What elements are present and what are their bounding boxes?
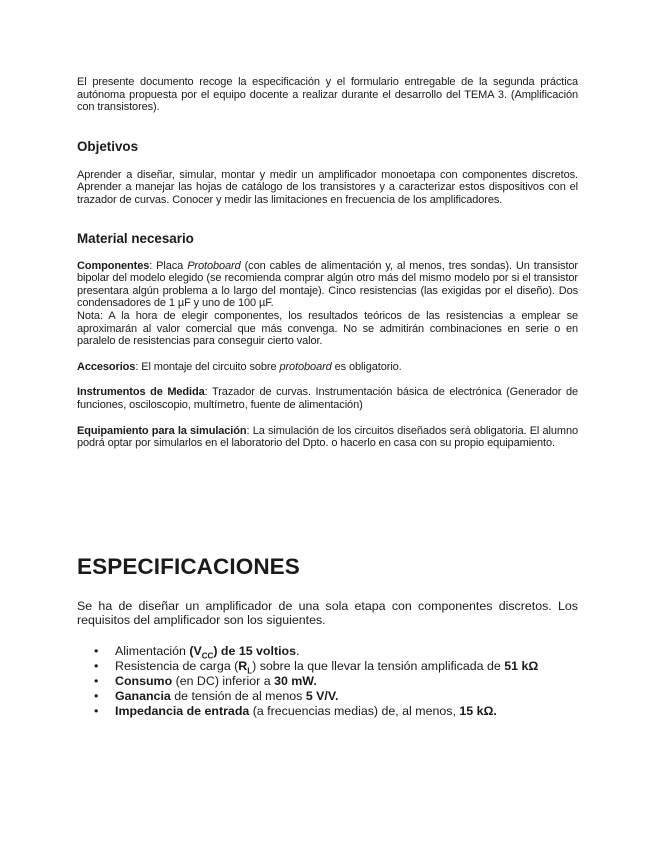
- material-heading: Material necesario: [77, 230, 194, 246]
- accesorios-protoboard: protoboard: [279, 360, 332, 373]
- bullet-icon: •: [94, 703, 99, 718]
- componentes-protoboard: Protoboard: [187, 259, 241, 272]
- equipamiento-paragraph: [77, 425, 578, 450]
- bullet-icon: •: [94, 688, 99, 703]
- especificaciones-heading: ESPECIFICACIONES: [77, 553, 300, 579]
- document-page: [77, 76, 578, 719]
- equipamiento-label: Equipamiento para la simulación: [77, 424, 247, 437]
- accesorios-paragraph: [77, 361, 578, 374]
- instrumentos-label: Instrumentos de Medida: [77, 386, 205, 399]
- accesorios-label: Accesorios: [77, 360, 136, 373]
- bullet-icon: •: [94, 658, 99, 673]
- bullet-icon: •: [94, 673, 99, 688]
- componentes-text-2: (con cables de alimentación y, al menos, tres sondas). Un transistor bipolar del modelo elegido (se recomienda comprar algún otro más del mismo modelo por si el transistor presentara algún problema a lo largo del montaje). Cinco resistencias (las exigidas por el diseño). Dos condensadores de 1 µF y uno de 100 µF.: [77, 259, 578, 310]
- list-item: • Consumo (en DC) inferior a 30 mW.: [94, 673, 317, 688]
- especificaciones-paragraph: Se ha de diseñar un amplificador de una sola etapa con componentes discretos. Los requisitos del amplificador son los siguientes.: [77, 598, 578, 628]
- nota-paragraph: Nota: A la hora de elegir componentes, los resultados teóricos de las resistencias a emplear se aproximarán al valor comercial que más convenga. No se admitirán combinaciones en serie o en paralelo de resistencias para conseguir cierto valor.: [77, 309, 578, 348]
- list-item: • Impedancia de entrada (a frecuencias medias) de, al menos, 15 kΩ.: [94, 703, 497, 718]
- equipamiento-text: : La simulación de los circuitos diseñados será obligatoria. El alumno podrá optar por simularlos en el laboratorio del Dpto. o hacerlo en casa con su propio equipamiento.: [77, 424, 578, 450]
- intro-paragraph: El presente documento recoge la especificación y el formulario entregable de la segunda práctica autónoma propuesta por el equipo docente a realizar durante el desarrollo del TEMA 3. (Amplificación con transistores).: [77, 76, 578, 114]
- objetivos-heading: Objetivos: [77, 138, 139, 154]
- list-item: • Resistencia de carga $(R_L)$ sobre la que llevar la tensión amplificada de 51 kΩ: [94, 658, 539, 676]
- requirements-list: [77, 644, 578, 719]
- list-item: • Ganancia de tensión de al menos 5 V/V.: [94, 688, 339, 703]
- componentes-label: Componentes: [77, 259, 150, 272]
- objetivos-paragraph: Aprender a diseñar, simular, montar y medir un amplificador monoetapa con componentes discretos. Aprender a manejar las hojas de catálogo de los transistores y a caracterizar estos dispositivos con el trazador de curvas. Conocer y medir las limitaciones en frecuencia de los amplificadores.: [77, 168, 578, 206]
- accesorios-text-1: : El montaje del circuito sobre: [135, 360, 280, 373]
- componentes-text-1: : Placa: [149, 259, 188, 272]
- list-item: • Alimentación $(V_{CC})$ de 15 voltios.: [94, 643, 300, 661]
- bullet-icon: •: [94, 643, 99, 658]
- accesorios-text-2: es obligatorio.: [331, 360, 402, 373]
- componentes-paragraph: [77, 260, 578, 310]
- instrumentos-paragraph: [77, 386, 578, 411]
- instrumentos-text: : Trazador de curvas. Instrumentación básica de electrónica (Generador de funciones, osciloscopio, multímetro, fuente de alimentación): [77, 386, 578, 411]
